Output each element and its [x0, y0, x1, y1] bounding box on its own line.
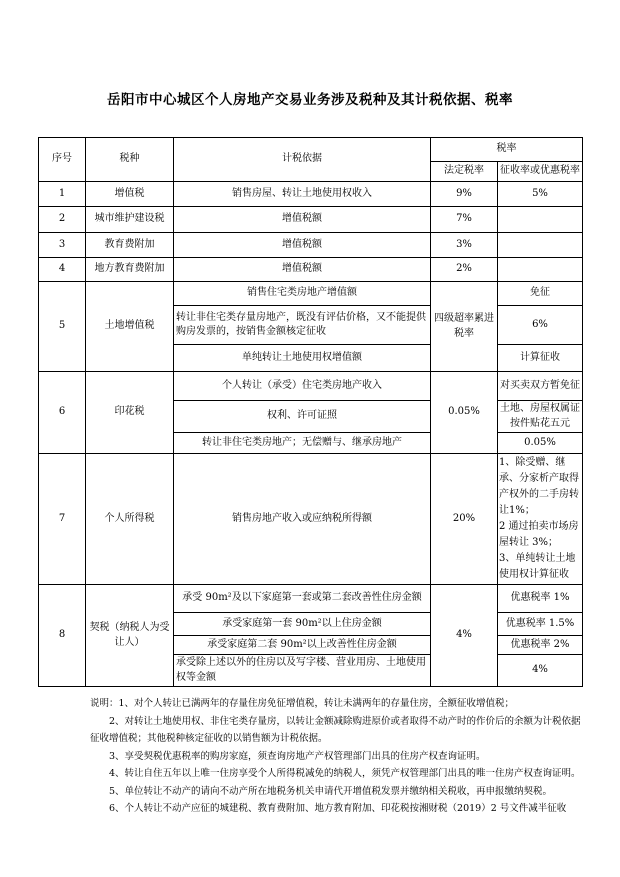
- levy-rate-cell: 对买卖双方暂免征: [498, 372, 583, 401]
- levy-rate-cell: [498, 207, 583, 233]
- header-tax-basis: 计税依据: [174, 138, 431, 182]
- levy-rate-cell: [498, 233, 583, 258]
- basis-cell: 承受除上述以外的住房以及写字楼、营业用房、土地使用权等金额: [174, 655, 431, 687]
- seq-cell: 4: [39, 258, 86, 282]
- header-statutory-rate: 法定税率: [431, 162, 498, 182]
- seq-cell: 8: [39, 585, 86, 687]
- note-item: 2、对转让土地使用权、非住宅类存量房，以转让金额减除购进原价或者取得不动产时的作价后的余额为计税依据征收增值税；其他税种核定征收的以销售额为计税依据。: [90, 715, 581, 744]
- basis-cell: 增值税额: [174, 233, 431, 258]
- notes-section: [90, 695, 584, 818]
- tax-name-cell: 印花税: [86, 372, 174, 454]
- levy-rate-cell: 优惠税率 2%: [498, 636, 583, 655]
- seq-cell: 1: [39, 182, 86, 207]
- basis-cell: 单纯转让土地使用权增值额: [174, 345, 431, 372]
- table-row: [39, 585, 583, 613]
- header-seq: 序号: [39, 138, 86, 182]
- seq-cell: 5: [39, 282, 86, 372]
- levy-rate-cell: 优惠税率 1%: [498, 585, 583, 613]
- levy-item: 2 通过拍卖市场房屋转让 3%；: [499, 521, 579, 548]
- levy-rate-cell: 免征: [498, 282, 583, 306]
- levy-rate-cell: [498, 454, 583, 585]
- levy-rate-cell: 5%: [498, 182, 583, 207]
- note-text: 1、对个人转让已满两年的存量住房免征增值税，转让未满两年的存量住房，全额征收增值税；: [118, 698, 515, 709]
- table-row: [39, 282, 583, 306]
- tax-name-cell: 教育费附加: [86, 233, 174, 258]
- statutory-rate-cell: 9%: [431, 182, 498, 207]
- statutory-rate-cell: 四级超率累进税率: [431, 282, 498, 372]
- levy-rate-cell: 4%: [498, 655, 583, 687]
- levy-rate-cell: 优惠税率 1.5%: [498, 613, 583, 636]
- note-item: 5、单位转让不动产的请向不动产所在地税务机关申请代开增值税发票并缴纳相关税收，再申报缴纳契税。: [109, 785, 553, 797]
- basis-cell: 个人转让（承受）住宅类房地产收入: [174, 372, 431, 401]
- seq-cell: 3: [39, 233, 86, 258]
- tax-name-cell: 契税（纳税人为受让人）: [86, 585, 174, 687]
- seq-cell: 2: [39, 207, 86, 233]
- levy-rate-cell: 0.05%: [498, 433, 583, 454]
- statutory-rate-cell: 20%: [431, 454, 498, 585]
- note-item: [90, 695, 584, 713]
- table-row: [39, 454, 583, 585]
- statutory-rate-cell: 2%: [431, 258, 498, 282]
- basis-cell: 销售房地产收入或应纳税所得额: [174, 454, 431, 585]
- basis-cell: 权利、许可证照: [174, 401, 431, 433]
- notes-label: 说明：: [90, 698, 119, 709]
- table-row: [39, 182, 583, 207]
- seq-cell: 7: [39, 454, 86, 585]
- basis-cell: 增值税额: [174, 207, 431, 233]
- table-row: [39, 233, 583, 258]
- table-row: [39, 258, 583, 282]
- statutory-rate-cell: 4%: [431, 585, 498, 687]
- tax-table: [38, 137, 583, 687]
- basis-cell: 承受家庭第二套 90m²以上改善性住房金额: [174, 636, 431, 655]
- note-item: 3、享受契税优惠税率的购房家庭，须查询房地产产权管理部门出具的住房产权查询证明。: [109, 750, 486, 762]
- statutory-rate-cell: 0.05%: [431, 372, 498, 454]
- header-levy-rate: 征收率或优惠税率: [498, 162, 583, 182]
- note-item: 4、转让自住五年以上唯一住房享受个人所得税减免的纳税人，须凭产权管理部门出具的唯一住房产权查询证明。: [109, 768, 581, 779]
- levy-rate-cell: 土地、房屋权属证按件贴花五元: [498, 401, 583, 433]
- basis-cell: 承受 90m²及以下家庭第一套或第二套改善性住房金额: [174, 585, 431, 613]
- header-tax-rate: 税率: [431, 138, 583, 162]
- levy-item: 1、除受赠、继承、分家析产取得产权外的二手房转让1%；: [499, 457, 579, 516]
- tax-name-cell: 个人所得税: [86, 454, 174, 585]
- tax-name-cell: 土地增值税: [86, 282, 174, 372]
- table-header-row-1: [39, 138, 583, 162]
- note-item: 6、个人转让不动产应征的城建税、教育费附加、地方教育附加、印花税按湘财税（2019）2 号文件减半征收: [109, 803, 567, 814]
- basis-cell: 转让非住宅类房地产；无偿赠与、继承房地产: [174, 433, 431, 454]
- document-title: 岳阳市中心城区个人房地产交易业务涉及税种及其计税依据、税率: [107, 92, 513, 108]
- basis-cell: 转让非住宅类存量房地产，既没有评估价格，又不能提供购房发票的，按销售金额核定征收: [174, 306, 431, 345]
- levy-rate-cell: [498, 258, 583, 282]
- table-row: [39, 372, 583, 401]
- table-row: [39, 207, 583, 233]
- basis-cell: 销售住宅类房地产增值额: [174, 282, 431, 306]
- basis-cell: 增值税额: [174, 258, 431, 282]
- basis-cell: 承受家庭第一套 90m²以上住房金额: [174, 613, 431, 636]
- levy-rate-cell: 计算征收: [498, 345, 583, 372]
- tax-name-cell: 增值税: [86, 182, 174, 207]
- statutory-rate-cell: 3%: [431, 233, 498, 258]
- seq-cell: 6: [39, 372, 86, 454]
- tax-name-cell: 城市维护建设税: [86, 207, 174, 233]
- tax-name-cell: 地方教育费附加: [86, 258, 174, 282]
- basis-cell: 销售房屋、转让土地使用权收入: [174, 182, 431, 207]
- levy-item: 3、单纯转让土地使用权计算征收: [499, 553, 576, 580]
- header-tax-type: 税种: [86, 138, 174, 182]
- statutory-rate-cell: 7%: [431, 207, 498, 233]
- levy-rate-cell: 6%: [498, 306, 583, 345]
